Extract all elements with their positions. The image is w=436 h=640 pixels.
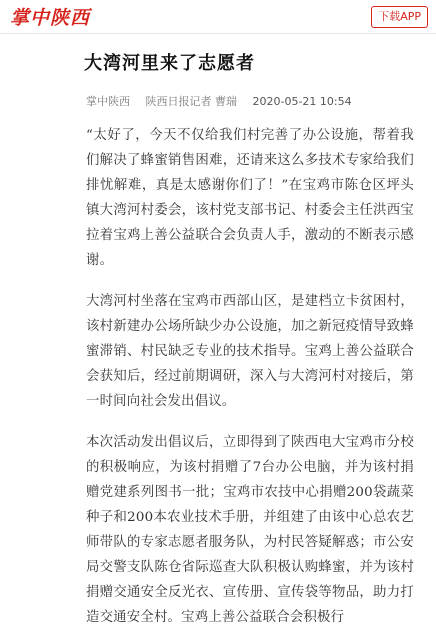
article <box>0 49 436 630</box>
article-source: 掌中陕西 <box>86 95 130 108</box>
article-title: 大湾河里来了志愿者 <box>84 53 255 74</box>
app-logo[interactable]: 掌中陕西 <box>10 7 91 29</box>
article-paragraph-1: “太好了，今天不仅给我们村完善了办公设施，帮着我们解决了蜂蜜销售困难，还请来这么多技术专家给我们排忧解难，真是太感谢你们了！”在宝鸡市陈仓区坪头镇大湾河村委会，该村党支部书记、村委会主任洪西宝拉着宝鸡上善公益联合会负责人手，激动的不断表示感谢。 <box>86 128 414 268</box>
article-paragraph-2: 大湾河村坐落在宝鸡市西部山区，是建档立卡贫困村，该村新建办公场所缺少办公设施，加之新冠疫情导致蜂蜜滞销、村民缺乏专业的技术指导。宝鸡上善公益联合会获知后，经过前期调研，深入与大湾河村对接后，第一时间向社会发出倡议。 <box>86 294 414 409</box>
download-app-button[interactable]: 下载APP <box>371 6 428 28</box>
top-bar <box>0 0 436 34</box>
article-author: 陕西日报记者 曹瑞 <box>145 95 237 108</box>
article-paragraph-3: 本次活动发出倡议后，立即得到了陕西电大宝鸡市分校的积极响应，为该村捐赠了7台办公电脑，并为该村捐赠党建系列图书一批；宝鸡市农技中心捐赠200袋蔬菜种子和200本农业技术手册，并组建了由该中心总农艺师带队的专家志愿者服务队，为村民答疑解惑；市公安局交警支队陈仓省际巡查大队积极认购蜂蜜，并为该村捐赠交通安全反光衣、宣传册、宣传袋等物品，助力打造交通安全村。宝鸡上善公益联合会积极行 <box>86 435 414 625</box>
article-meta <box>86 93 414 109</box>
article-date: 2020-05-21 10:54 <box>252 95 352 108</box>
